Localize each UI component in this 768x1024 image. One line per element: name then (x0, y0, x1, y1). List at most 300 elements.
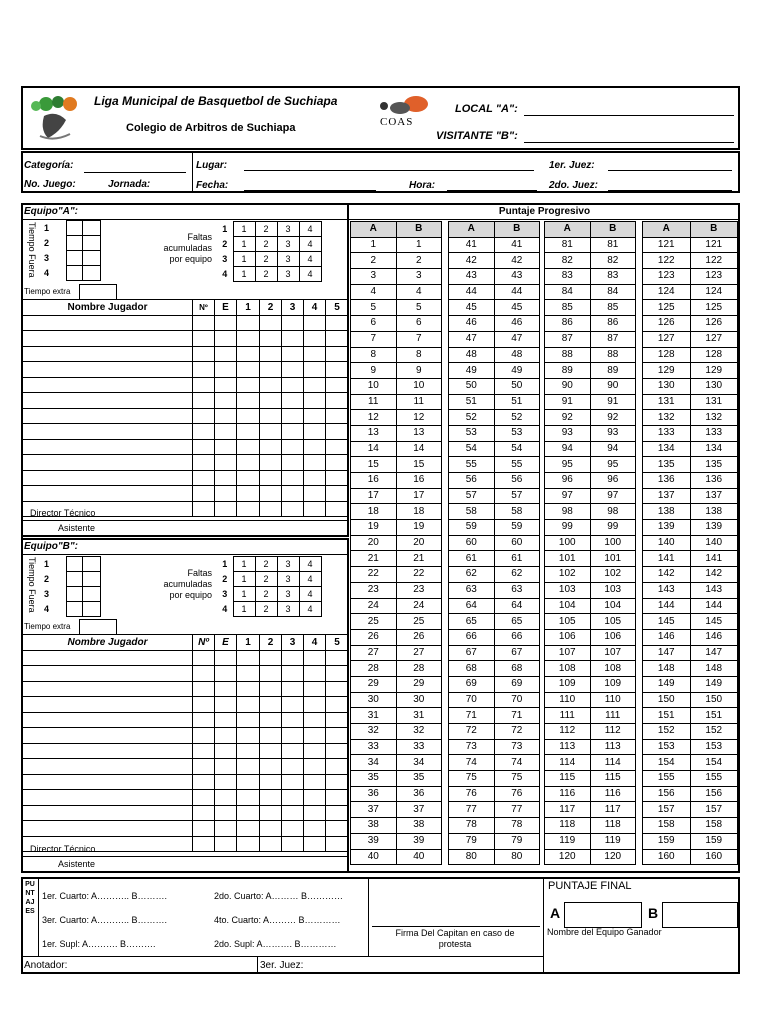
player-cell[interactable] (215, 805, 237, 821)
player-cell[interactable] (304, 424, 326, 440)
score-cell-b[interactable]: 121 (690, 237, 738, 253)
score-cell-a[interactable]: 13 (351, 425, 397, 441)
score-cell-b[interactable]: 23 (396, 582, 442, 598)
score-cell-b[interactable]: 120 (590, 849, 636, 865)
score-cell-b[interactable]: 47 (494, 331, 540, 347)
score-cell-a[interactable]: 70 (449, 692, 495, 708)
score-cell-a[interactable]: 154 (643, 755, 691, 771)
player-cell[interactable] (260, 728, 282, 744)
player-cell[interactable] (193, 774, 215, 790)
player-cell[interactable] (237, 805, 260, 821)
player-name-cell[interactable] (23, 697, 193, 713)
score-cell-b[interactable]: 45 (494, 300, 540, 316)
player-cell[interactable] (260, 650, 282, 666)
score-cell-b[interactable]: 126 (690, 316, 738, 332)
q2-score[interactable]: 2do. Cuarto: A……… B………… (214, 891, 344, 901)
score-cell-b[interactable]: 18 (396, 504, 442, 520)
player-cell[interactable] (193, 759, 215, 775)
player-cell[interactable] (260, 681, 282, 697)
timeout-box[interactable] (82, 251, 100, 266)
score-cell-b[interactable]: 113 (590, 739, 636, 755)
player-cell[interactable] (193, 728, 215, 744)
player-cell[interactable] (326, 697, 349, 713)
player-name-cell[interactable] (23, 805, 193, 821)
score-cell-b[interactable]: 49 (494, 363, 540, 379)
player-cell[interactable] (326, 774, 349, 790)
score-cell-b[interactable]: 68 (494, 661, 540, 677)
score-cell-b[interactable]: 65 (494, 614, 540, 630)
score-cell-b[interactable]: 99 (590, 520, 636, 536)
player-cell[interactable] (326, 743, 349, 759)
score-cell-b[interactable]: 37 (396, 802, 442, 818)
juez2-field[interactable] (608, 190, 732, 191)
score-cell-b[interactable]: 117 (590, 802, 636, 818)
score-cell-a[interactable]: 51 (449, 394, 495, 410)
score-cell-b[interactable]: 31 (396, 708, 442, 724)
score-cell-b[interactable]: 50 (494, 378, 540, 394)
score-cell-a[interactable]: 26 (351, 629, 397, 645)
player-name-cell[interactable] (23, 346, 193, 362)
score-cell-a[interactable]: 57 (449, 488, 495, 504)
score-cell-b[interactable]: 91 (590, 394, 636, 410)
score-cell-b[interactable]: 125 (690, 300, 738, 316)
score-cell-b[interactable]: 95 (590, 457, 636, 473)
player-cell[interactable] (237, 455, 260, 471)
score-cell-b[interactable]: 24 (396, 598, 442, 614)
timeout-box[interactable] (82, 602, 100, 617)
player-cell[interactable] (215, 697, 237, 713)
score-cell-a[interactable]: 17 (351, 488, 397, 504)
player-cell[interactable] (326, 439, 349, 455)
score-cell-b[interactable]: 44 (494, 284, 540, 300)
score-cell-b[interactable]: 86 (590, 316, 636, 332)
player-cell[interactable] (193, 666, 215, 682)
score-cell-a[interactable]: 149 (643, 676, 691, 692)
score-cell-b[interactable]: 40 (396, 849, 442, 865)
score-cell-a[interactable]: 134 (643, 441, 691, 457)
score-cell-b[interactable]: 149 (690, 676, 738, 692)
score-cell-b[interactable]: 130 (690, 378, 738, 394)
score-cell-b[interactable]: 73 (494, 739, 540, 755)
score-cell-b[interactable]: 63 (494, 582, 540, 598)
score-cell-a[interactable]: 84 (545, 284, 591, 300)
score-cell-a[interactable]: 97 (545, 488, 591, 504)
player-cell[interactable] (237, 393, 260, 409)
score-cell-b[interactable]: 52 (494, 410, 540, 426)
score-cell-b[interactable]: 8 (396, 347, 442, 363)
player-cell[interactable] (260, 712, 282, 728)
score-cell-b[interactable]: 19 (396, 520, 442, 536)
player-cell[interactable] (326, 424, 349, 440)
score-cell-b[interactable]: 46 (494, 316, 540, 332)
score-cell-a[interactable]: 151 (643, 708, 691, 724)
player-cell[interactable] (193, 455, 215, 471)
score-cell-b[interactable]: 116 (590, 786, 636, 802)
player-cell[interactable] (260, 439, 282, 455)
score-cell-b[interactable]: 122 (690, 253, 738, 269)
player-name-cell[interactable] (23, 790, 193, 806)
score-cell-b[interactable]: 28 (396, 661, 442, 677)
player-cell[interactable] (304, 486, 326, 502)
score-cell-a[interactable]: 120 (545, 849, 591, 865)
score-cell-a[interactable]: 125 (643, 300, 691, 316)
score-cell-a[interactable]: 37 (351, 802, 397, 818)
player-cell[interactable] (304, 805, 326, 821)
score-cell-b[interactable]: 131 (690, 394, 738, 410)
timeout-box[interactable] (66, 251, 82, 266)
score-cell-a[interactable]: 109 (545, 676, 591, 692)
player-cell[interactable] (260, 743, 282, 759)
score-cell-a[interactable]: 102 (545, 567, 591, 583)
overtime2-score[interactable]: 2do. Supl: A………. B………… (214, 939, 337, 949)
player-cell[interactable] (326, 681, 349, 697)
score-cell-a[interactable]: 87 (545, 331, 591, 347)
score-cell-b[interactable]: 53 (494, 425, 540, 441)
player-cell[interactable] (326, 346, 349, 362)
score-cell-a[interactable]: 15 (351, 457, 397, 473)
score-cell-a[interactable]: 130 (643, 378, 691, 394)
score-cell-a[interactable]: 62 (449, 567, 495, 583)
score-cell-b[interactable]: 133 (690, 425, 738, 441)
score-cell-a[interactable]: 81 (545, 237, 591, 253)
score-cell-b[interactable]: 90 (590, 378, 636, 394)
score-cell-b[interactable]: 107 (590, 645, 636, 661)
player-cell[interactable] (326, 728, 349, 744)
player-name-cell[interactable] (23, 315, 193, 331)
score-cell-a[interactable]: 157 (643, 802, 691, 818)
score-cell-b[interactable]: 43 (494, 269, 540, 285)
player-cell[interactable] (237, 408, 260, 424)
player-cell[interactable] (215, 362, 237, 378)
score-cell-b[interactable]: 42 (494, 253, 540, 269)
player-cell[interactable] (304, 331, 326, 347)
player-cell[interactable] (193, 650, 215, 666)
q4-score[interactable]: 4to. Cuarto: A……… B………… (214, 915, 341, 925)
score-cell-b[interactable]: 51 (494, 394, 540, 410)
score-cell-b[interactable]: 92 (590, 410, 636, 426)
score-cell-a[interactable]: 115 (545, 771, 591, 787)
score-cell-a[interactable]: 32 (351, 724, 397, 740)
player-cell[interactable] (193, 790, 215, 806)
score-cell-a[interactable]: 20 (351, 535, 397, 551)
score-cell-b[interactable]: 108 (590, 661, 636, 677)
score-cell-a[interactable]: 7 (351, 331, 397, 347)
score-cell-b[interactable]: 30 (396, 692, 442, 708)
visitor-team-field[interactable] (524, 142, 734, 143)
score-cell-a[interactable]: 64 (449, 598, 495, 614)
score-cell-a[interactable]: 35 (351, 771, 397, 787)
player-cell[interactable] (326, 790, 349, 806)
score-cell-a[interactable]: 55 (449, 457, 495, 473)
score-cell-b[interactable]: 41 (494, 237, 540, 253)
player-cell[interactable] (193, 681, 215, 697)
score-cell-b[interactable]: 132 (690, 410, 738, 426)
player-cell[interactable] (193, 486, 215, 502)
player-cell[interactable] (193, 393, 215, 409)
timeout-box[interactable] (66, 587, 82, 602)
player-name-cell[interactable] (23, 774, 193, 790)
score-cell-a[interactable]: 9 (351, 363, 397, 379)
player-cell[interactable] (304, 743, 326, 759)
score-cell-b[interactable]: 140 (690, 535, 738, 551)
player-cell[interactable] (215, 666, 237, 682)
player-cell[interactable] (304, 346, 326, 362)
score-cell-a[interactable]: 138 (643, 504, 691, 520)
player-name-cell[interactable] (23, 681, 193, 697)
score-cell-b[interactable]: 114 (590, 755, 636, 771)
score-cell-a[interactable]: 158 (643, 818, 691, 834)
score-cell-b[interactable]: 135 (690, 457, 738, 473)
player-cell[interactable] (282, 728, 304, 744)
player-cell[interactable] (326, 836, 349, 852)
player-cell[interactable] (237, 821, 260, 837)
player-cell[interactable] (215, 377, 237, 393)
q3-score[interactable]: 3er. Cuarto: A……….. B………. (42, 915, 168, 925)
score-cell-b[interactable]: 104 (590, 598, 636, 614)
player-cell[interactable] (237, 486, 260, 502)
player-cell[interactable] (304, 439, 326, 455)
player-name-cell[interactable] (23, 821, 193, 837)
score-cell-b[interactable]: 33 (396, 739, 442, 755)
score-cell-a[interactable]: 159 (643, 833, 691, 849)
player-cell[interactable] (215, 728, 237, 744)
score-cell-b[interactable]: 35 (396, 771, 442, 787)
player-name-cell[interactable] (23, 470, 193, 486)
score-cell-b[interactable]: 128 (690, 347, 738, 363)
player-name-cell[interactable] (23, 408, 193, 424)
player-cell[interactable] (237, 712, 260, 728)
score-cell-a[interactable]: 86 (545, 316, 591, 332)
score-cell-a[interactable]: 19 (351, 520, 397, 536)
timeout-box[interactable] (82, 221, 100, 236)
score-cell-a[interactable]: 148 (643, 661, 691, 677)
score-cell-a[interactable]: 92 (545, 410, 591, 426)
score-cell-a[interactable]: 143 (643, 582, 691, 598)
score-cell-b[interactable]: 109 (590, 676, 636, 692)
score-cell-b[interactable]: 14 (396, 441, 442, 457)
score-cell-b[interactable]: 156 (690, 786, 738, 802)
score-cell-a[interactable]: 30 (351, 692, 397, 708)
player-cell[interactable] (193, 377, 215, 393)
score-cell-b[interactable]: 152 (690, 724, 738, 740)
score-cell-b[interactable]: 97 (590, 488, 636, 504)
score-cell-a[interactable]: 85 (545, 300, 591, 316)
score-cell-b[interactable]: 123 (690, 269, 738, 285)
player-cell[interactable] (193, 836, 215, 852)
score-cell-a[interactable]: 50 (449, 378, 495, 394)
player-cell[interactable] (260, 666, 282, 682)
player-name-cell[interactable] (23, 728, 193, 744)
score-cell-b[interactable]: 111 (590, 708, 636, 724)
score-cell-a[interactable]: 18 (351, 504, 397, 520)
score-cell-a[interactable]: 24 (351, 598, 397, 614)
score-cell-b[interactable]: 143 (690, 582, 738, 598)
player-cell[interactable] (304, 315, 326, 331)
score-cell-a[interactable]: 144 (643, 598, 691, 614)
score-cell-b[interactable]: 139 (690, 520, 738, 536)
score-cell-a[interactable]: 79 (449, 833, 495, 849)
player-cell[interactable] (193, 439, 215, 455)
score-cell-a[interactable]: 63 (449, 582, 495, 598)
player-cell[interactable] (282, 455, 304, 471)
score-cell-b[interactable]: 38 (396, 818, 442, 834)
score-cell-a[interactable]: 116 (545, 786, 591, 802)
score-cell-b[interactable]: 27 (396, 645, 442, 661)
score-cell-a[interactable]: 142 (643, 567, 691, 583)
hora-field[interactable] (447, 190, 537, 191)
score-cell-b[interactable]: 98 (590, 504, 636, 520)
score-cell-b[interactable]: 21 (396, 551, 442, 567)
score-cell-b[interactable]: 7 (396, 331, 442, 347)
score-cell-a[interactable]: 41 (449, 237, 495, 253)
score-cell-a[interactable]: 66 (449, 629, 495, 645)
score-cell-b[interactable]: 9 (396, 363, 442, 379)
score-cell-a[interactable]: 75 (449, 771, 495, 787)
score-cell-b[interactable]: 56 (494, 473, 540, 489)
player-cell[interactable] (282, 681, 304, 697)
local-team-field[interactable] (524, 115, 734, 116)
score-cell-a[interactable]: 83 (545, 269, 591, 285)
score-cell-a[interactable]: 88 (545, 347, 591, 363)
score-cell-a[interactable]: 153 (643, 739, 691, 755)
score-cell-b[interactable]: 5 (396, 300, 442, 316)
score-cell-a[interactable]: 76 (449, 786, 495, 802)
score-cell-a[interactable]: 36 (351, 786, 397, 802)
player-cell[interactable] (282, 315, 304, 331)
player-cell[interactable] (260, 821, 282, 837)
lugar-field[interactable] (244, 170, 534, 171)
score-cell-a[interactable]: 31 (351, 708, 397, 724)
score-cell-a[interactable]: 68 (449, 661, 495, 677)
score-cell-a[interactable]: 127 (643, 331, 691, 347)
player-cell[interactable] (260, 408, 282, 424)
player-cell[interactable] (215, 743, 237, 759)
player-cell[interactable] (237, 759, 260, 775)
player-cell[interactable] (193, 346, 215, 362)
player-cell[interactable] (215, 486, 237, 502)
player-cell[interactable] (260, 315, 282, 331)
team-b-extra-time-box[interactable] (79, 619, 117, 635)
score-cell-b[interactable]: 144 (690, 598, 738, 614)
score-cell-a[interactable]: 122 (643, 253, 691, 269)
player-name-cell[interactable] (23, 455, 193, 471)
categoria-field[interactable] (84, 172, 186, 173)
score-cell-b[interactable]: 129 (690, 363, 738, 379)
score-cell-b[interactable]: 48 (494, 347, 540, 363)
score-cell-b[interactable]: 85 (590, 300, 636, 316)
score-cell-a[interactable]: 117 (545, 802, 591, 818)
score-cell-a[interactable]: 28 (351, 661, 397, 677)
player-cell[interactable] (282, 712, 304, 728)
score-cell-b[interactable]: 6 (396, 316, 442, 332)
player-cell[interactable] (282, 377, 304, 393)
player-cell[interactable] (260, 501, 282, 517)
score-cell-a[interactable]: 118 (545, 818, 591, 834)
score-cell-b[interactable]: 110 (590, 692, 636, 708)
score-cell-b[interactable]: 158 (690, 818, 738, 834)
score-cell-a[interactable]: 2 (351, 253, 397, 269)
score-cell-a[interactable]: 71 (449, 708, 495, 724)
player-cell[interactable] (304, 362, 326, 378)
player-name-cell[interactable] (23, 377, 193, 393)
score-cell-a[interactable]: 139 (643, 520, 691, 536)
score-cell-a[interactable]: 12 (351, 410, 397, 426)
score-cell-b[interactable]: 70 (494, 692, 540, 708)
player-cell[interactable] (237, 666, 260, 682)
score-cell-b[interactable]: 81 (590, 237, 636, 253)
player-cell[interactable] (260, 331, 282, 347)
player-cell[interactable] (260, 455, 282, 471)
player-cell[interactable] (215, 712, 237, 728)
player-cell[interactable] (260, 470, 282, 486)
player-cell[interactable] (260, 697, 282, 713)
player-cell[interactable] (237, 439, 260, 455)
score-cell-b[interactable]: 75 (494, 771, 540, 787)
score-cell-a[interactable]: 60 (449, 535, 495, 551)
score-cell-b[interactable]: 100 (590, 535, 636, 551)
score-cell-b[interactable]: 157 (690, 802, 738, 818)
player-name-cell[interactable] (23, 424, 193, 440)
score-cell-a[interactable]: 131 (643, 394, 691, 410)
score-cell-b[interactable]: 78 (494, 818, 540, 834)
score-cell-a[interactable]: 14 (351, 441, 397, 457)
timeout-box[interactable] (82, 266, 100, 281)
score-cell-b[interactable]: 150 (690, 692, 738, 708)
score-cell-b[interactable]: 72 (494, 724, 540, 740)
player-cell[interactable] (282, 393, 304, 409)
score-cell-b[interactable]: 3 (396, 269, 442, 285)
player-cell[interactable] (326, 712, 349, 728)
score-cell-a[interactable]: 46 (449, 316, 495, 332)
score-cell-b[interactable]: 15 (396, 457, 442, 473)
player-cell[interactable] (282, 759, 304, 775)
score-cell-b[interactable]: 32 (396, 724, 442, 740)
score-cell-a[interactable]: 89 (545, 363, 591, 379)
player-cell[interactable] (237, 346, 260, 362)
player-cell[interactable] (304, 377, 326, 393)
player-cell[interactable] (260, 486, 282, 502)
player-cell[interactable] (282, 743, 304, 759)
player-cell[interactable] (326, 362, 349, 378)
player-cell[interactable] (237, 362, 260, 378)
player-cell[interactable] (304, 790, 326, 806)
score-cell-a[interactable]: 133 (643, 425, 691, 441)
player-name-cell[interactable] (23, 393, 193, 409)
score-cell-b[interactable]: 96 (590, 473, 636, 489)
score-cell-a[interactable]: 113 (545, 739, 591, 755)
player-name-cell[interactable] (23, 650, 193, 666)
player-cell[interactable] (237, 331, 260, 347)
score-cell-a[interactable]: 129 (643, 363, 691, 379)
score-cell-b[interactable]: 83 (590, 269, 636, 285)
score-cell-b[interactable]: 16 (396, 473, 442, 489)
score-cell-b[interactable]: 89 (590, 363, 636, 379)
score-cell-a[interactable]: 43 (449, 269, 495, 285)
score-cell-b[interactable]: 136 (690, 473, 738, 489)
score-cell-a[interactable]: 16 (351, 473, 397, 489)
score-cell-b[interactable]: 60 (494, 535, 540, 551)
player-cell[interactable] (326, 759, 349, 775)
score-cell-b[interactable]: 102 (590, 567, 636, 583)
player-cell[interactable] (282, 424, 304, 440)
score-cell-a[interactable]: 126 (643, 316, 691, 332)
score-cell-a[interactable]: 136 (643, 473, 691, 489)
score-cell-a[interactable]: 135 (643, 457, 691, 473)
score-cell-a[interactable]: 104 (545, 598, 591, 614)
score-cell-a[interactable]: 53 (449, 425, 495, 441)
player-cell[interactable] (237, 650, 260, 666)
player-cell[interactable] (304, 666, 326, 682)
